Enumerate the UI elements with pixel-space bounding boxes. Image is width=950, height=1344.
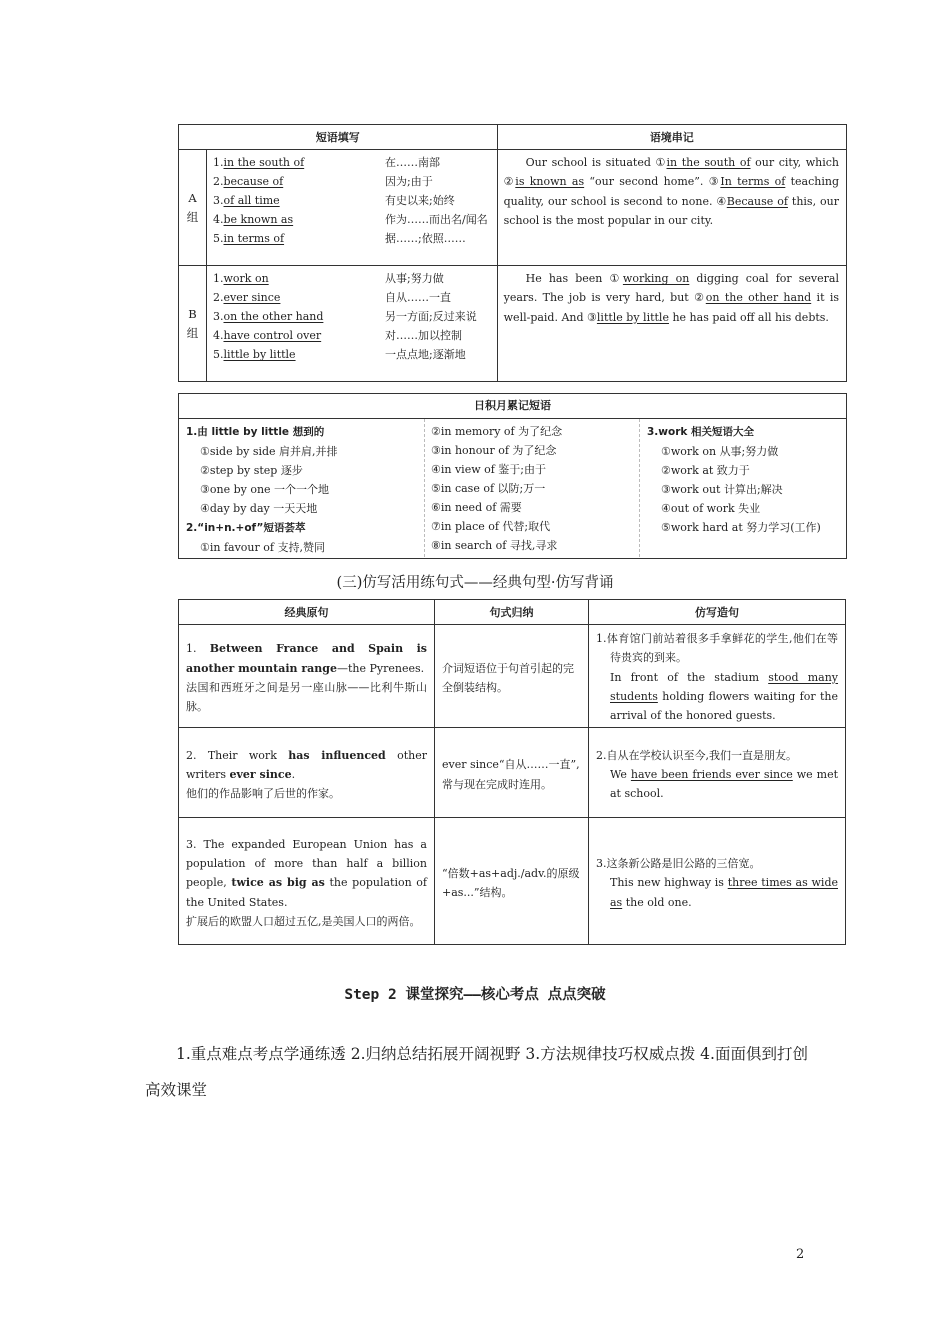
header-context-memo: 语境串记 — [497, 125, 846, 150]
phrase-item: 5.little by little 一点点地;逐渐地 — [213, 348, 466, 361]
imitation-2: 2.自从在学校认识至今,我们一直是朋友。 We have been friends ever since we met at school. — [589, 728, 846, 818]
classic-sentence-1: 1. Between France and Spain is another mountain range—the Pyrenees. 法国和西班牙之间是另一座山脉——比利牛斯山脉。 — [179, 625, 435, 728]
page-number: 2 — [796, 1247, 805, 1262]
phrase-fill-table — [178, 124, 847, 382]
header-imitation: 仿写造句 — [589, 600, 846, 625]
summary-paragraph: 1.重点难点考点学通练透 2.归纳总结拓展开阔视野 3.方法规律技巧权威点拨 4.面面俱到打创高效课堂 — [145, 1045, 808, 1099]
group-a-label: A 组 — [179, 150, 207, 266]
pattern-summary-1: 介词短语位于句首引起的完全倒装结构。 — [435, 625, 589, 728]
phrase-item: 2.ever since 自从……一直 — [213, 291, 451, 304]
imitation-3: 3.这条新公路是旧公路的三倍宽。 This new highway is three times as wide as the old one. — [589, 818, 846, 945]
header-phrase-fill: 短语填写 — [179, 125, 498, 150]
phrase-item: 1.work on 从事;努力做 — [213, 272, 444, 285]
phrase-item: 5.in terms of 据……;依照…… — [213, 232, 466, 245]
phrase-column-3: 3.work 相关短语大全 ①work on 从事;努力做 ②work at 致力于 ③work out 计算出;解决 ④out of work 失业 ⑤work hard at 努力学习(工作) — [639, 419, 821, 557]
pattern-summary-3: “倍数+as+adj./adv.的原级+as...”结构。 — [435, 818, 589, 945]
step-2-heading: Step 2 课堂探究——核心考点 点点突破 — [344, 987, 606, 1003]
group-a-context-passage: Our school is situated ①in the south of our city, which ②is known as “our second home”. ③In terms of teaching quality, our school is second to none. ④Because of this, our school is the most popular in our city. — [497, 150, 846, 266]
phrase-item: 2.because of 因为;由于 — [213, 175, 433, 188]
daily-phrase-box — [178, 393, 847, 559]
phrase-column-1: 1.由 little by little 想到的 ①side by side 肩并肩,并排 ②step by step 逐步 ③one by one 一个一个地 ④day by day 一天天地 2.“in+n.+of”短语荟萃 ①in favour of 支持,赞同 — [186, 426, 338, 554]
daily-phrase-title: 日积月累记短语 — [179, 394, 846, 419]
imitation-1: 1.体育馆门前站着很多手拿鲜花的学生,他们在等待贵宾的到来。 In front of the stadium stood many students holding flowers waiting for the arrival of the honored guests. — [589, 625, 846, 728]
group-b-label: B 组 — [179, 266, 207, 382]
phrase-column-2: ②in memory of 为了纪念 ③in honour of 为了纪念 ④in view of 鉴于;由于 ⑤in case of 以防;万一 ⑥in need of 需要 ⑦in place of 代替;取代 ⑧in search of 寻找,寻求 — [424, 419, 639, 557]
pattern-summary-2: ever since“自从……一直”,常与现在完成时连用。 — [435, 728, 589, 818]
phrase-item: 3.on the other hand 另一方面;反过来说 — [213, 310, 477, 323]
phrase-item: 4.be known as 作为……而出名/闻名 — [213, 213, 488, 226]
section-3-title: (三)仿写活用练句式——经典句型·仿写背诵 — [336, 575, 614, 591]
group-a-phrase-list — [207, 150, 498, 266]
group-b-phrase-list — [207, 266, 498, 382]
classic-sentence-table — [178, 599, 846, 945]
phrase-item: 3.of all time 有史以来;始终 — [213, 194, 455, 207]
header-classic-sentence: 经典原句 — [179, 600, 435, 625]
phrase-item: 4.have control over 对……加以控制 — [213, 329, 462, 342]
classic-sentence-2: 2. Their work has influenced other writers ever since. 他们的作品影响了后世的作家。 — [179, 728, 435, 818]
classic-sentence-3: 3. The expanded European Union has a population of more than half a billion people, twice as big as the population of the United States. 扩展后的欧盟人口超过五亿,是美国人口的两倍。 — [179, 818, 435, 945]
header-pattern-summary: 句式归纳 — [435, 600, 589, 625]
phrase-item: 1.in the south of 在……南部 — [213, 156, 440, 169]
group-b-context-passage: He has been ①working on digging coal for several years. The job is very hard, but ②on the other hand it is well-paid. And ③little by little he has paid off all his debts. — [497, 266, 846, 382]
